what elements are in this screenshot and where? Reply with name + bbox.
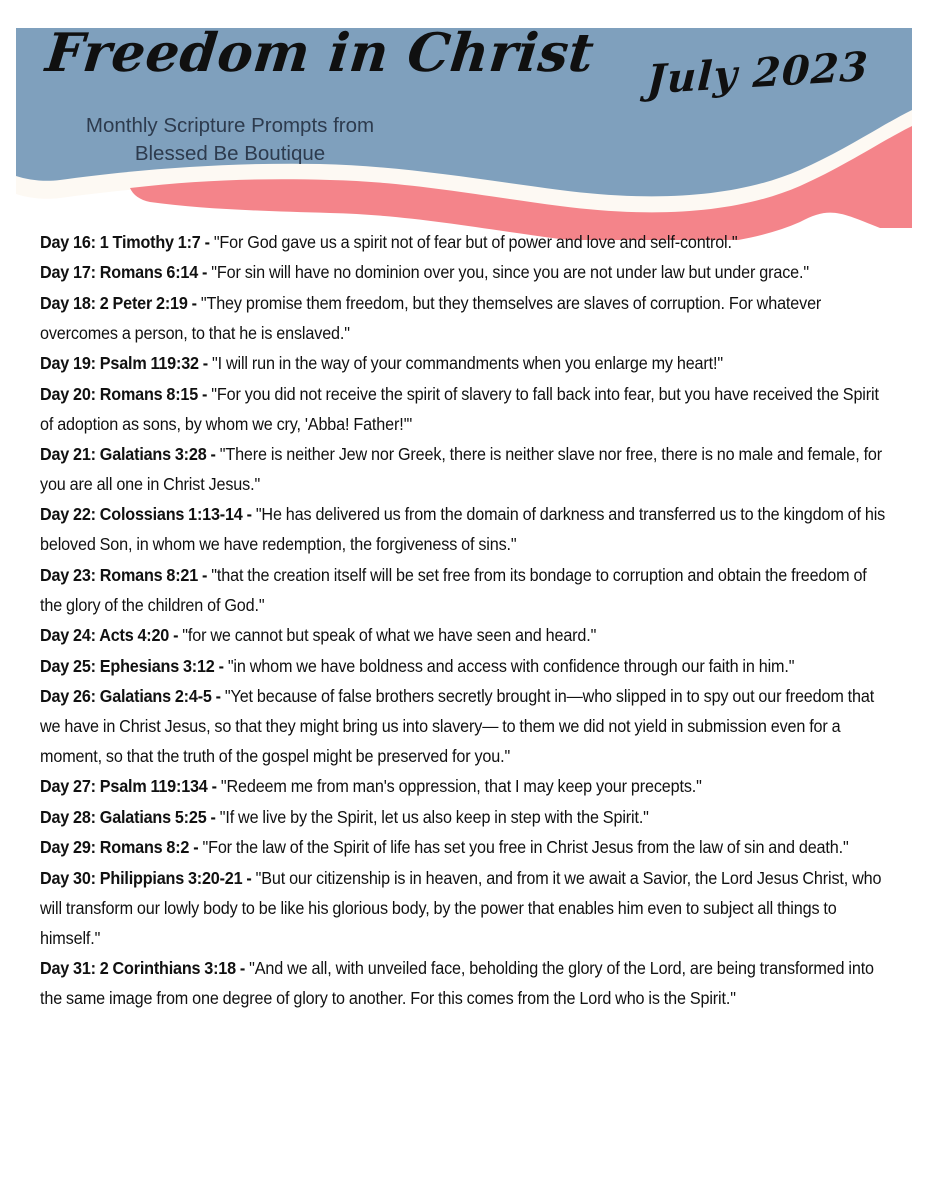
scripture-reference: Day 31: 2 Corinthians 3:18 — [40, 958, 236, 978]
scripture-entry — [40, 440, 889, 500]
scripture-separator: - — [206, 444, 220, 465]
scripture-entry — [40, 380, 889, 440]
scripture-separator: - — [198, 262, 212, 283]
scripture-entry — [40, 561, 889, 621]
page-header-banner — [0, 0, 927, 240]
scripture-quote: "For you did not receive the spirit of slavery to fall back into fear, but you have received the Spirit of adoption as sons, by whom we cry, 'Abba! Father!'" — [40, 383, 879, 434]
scripture-quote: "They promise them freedom, but they themselves are slaves of corruption. For whatever overcomes a person, to that he is enslaved." — [40, 292, 822, 343]
scripture-quote: "that the creation itself will be set free from its bondage to corruption and obtain the freedom of the glory of the children of God." — [40, 564, 867, 615]
scripture-entry — [40, 682, 889, 772]
scripture-separator: - — [206, 806, 220, 827]
scripture-entry — [40, 954, 889, 1014]
scripture-separator: - — [198, 383, 212, 404]
subtitle-line-1: Monthly Scripture Prompts from — [85, 114, 375, 137]
scripture-reference: Day 20: Romans 8:15 — [40, 383, 199, 404]
scripture-reference: Day 23: Romans 8:21 — [40, 564, 199, 585]
scripture-quote: "Yet because of false brothers secretly brought in—who slipped in to spy out our freedom that we have in Christ Jesus, so that they might bring us into slavery— to them we did not yield in submission even for a moment, so that the truth of the gospel might be preserved for you." — [40, 686, 875, 766]
scripture-reference: Day 25: Ephesians 3:12 — [40, 655, 215, 676]
scripture-quote: "in whom we have boldness and access with confidence through our faith in him." — [227, 655, 795, 676]
scripture-entry — [40, 349, 889, 379]
scripture-separator: - — [235, 958, 250, 978]
page-title: Freedom in Christ — [42, 22, 598, 84]
scripture-quote: "There is neither Jew nor Greek, there is neither slave nor free, there is no male and female, for you are all one in Christ Jesus." — [40, 444, 883, 494]
scripture-quote: "For the law of the Spirit of life has set you free in Christ Jesus from the law of sin and death." — [202, 837, 849, 858]
scripture-entry — [40, 289, 889, 349]
scripture-separator: - — [242, 867, 256, 888]
scripture-quote: "I will run in the way of your commandments when you enlarge my heart!" — [212, 353, 723, 374]
banner-wave-graphic — [0, 0, 927, 240]
scripture-quote: "He has delivered us from the domain of darkness and transferred us to the kingdom of his beloved Son, in whom we have redemption, the forgiveness of sins." — [40, 504, 886, 555]
scripture-entry — [40, 772, 889, 802]
scripture-quote: "And we all, with unveiled face, beholding the glory of the Lord, are being transformed into the same image from one degree of glory to another. For this comes from the Lord who is the Spirit." — [40, 958, 874, 1008]
scripture-entry — [40, 258, 889, 288]
scripture-entry — [40, 833, 889, 863]
scripture-entry — [40, 621, 889, 651]
scripture-quote: "For God gave us a spirit not of fear but of power and love and self-control." — [213, 232, 738, 252]
scripture-separator: - — [189, 837, 203, 858]
scripture-separator: - — [214, 655, 228, 676]
scripture-quote: "For sin will have no dominion over you, since you are not under law but under grace." — [211, 262, 809, 283]
scripture-separator: - — [207, 776, 221, 797]
scripture-reference: Day 24: Acts 4:20 — [40, 625, 170, 646]
scripture-separator: - — [211, 686, 225, 707]
scripture-quote: "for we cannot but speak of what we have seen and heard." — [182, 625, 597, 646]
scripture-quote: "If we live by the Spirit, let us also keep in step with the Spirit." — [219, 806, 649, 827]
scripture-reference: Day 26: Galatians 2:4-5 — [40, 686, 212, 707]
subtitle-line-2: Blessed Be Boutique — [134, 142, 326, 166]
scripture-entry — [40, 500, 889, 560]
scripture-separator: - — [198, 353, 213, 374]
scripture-prompt-list — [0, 228, 927, 1014]
scripture-reference: Day 30: Philippians 3:20-21 — [40, 867, 243, 888]
scripture-separator: - — [242, 504, 256, 525]
scripture-quote: "But our citizenship is in heaven, and from it we await a Savior, the Lord Jesus Christ, who will transform our lowly body to be like his glorious body, by the power that enables him even to subject all things to himself." — [40, 867, 882, 948]
scripture-entry — [40, 652, 889, 682]
scripture-separator: - — [187, 292, 201, 313]
scripture-reference: Day 29: Romans 8:2 — [40, 837, 190, 858]
scripture-reference: Day 17: Romans 6:14 — [40, 262, 199, 283]
scripture-entry — [40, 228, 889, 258]
scripture-reference: Day 27: Psalm 119:134 — [40, 776, 208, 797]
scripture-reference: Day 22: Colossians 1:13-14 — [40, 504, 243, 525]
issue-date: July 2023 — [646, 43, 871, 104]
scripture-separator: - — [169, 625, 183, 646]
scripture-entry — [40, 864, 889, 954]
scripture-entry — [40, 803, 889, 833]
scripture-reference: Day 28: Galatians 5:25 — [40, 806, 207, 827]
scripture-separator: - — [200, 232, 214, 252]
scripture-separator: - — [198, 564, 212, 585]
scripture-reference: Day 16: 1 Timothy 1:7 — [40, 232, 201, 252]
scripture-reference: Day 21: Galatians 3:28 — [40, 444, 207, 465]
scripture-quote: "Redeem me from man's oppression, that I may keep your precepts." — [220, 776, 702, 797]
scripture-reference: Day 18: 2 Peter 2:19 — [40, 292, 188, 313]
scripture-reference: Day 19: Psalm 119:32 — [40, 353, 199, 374]
